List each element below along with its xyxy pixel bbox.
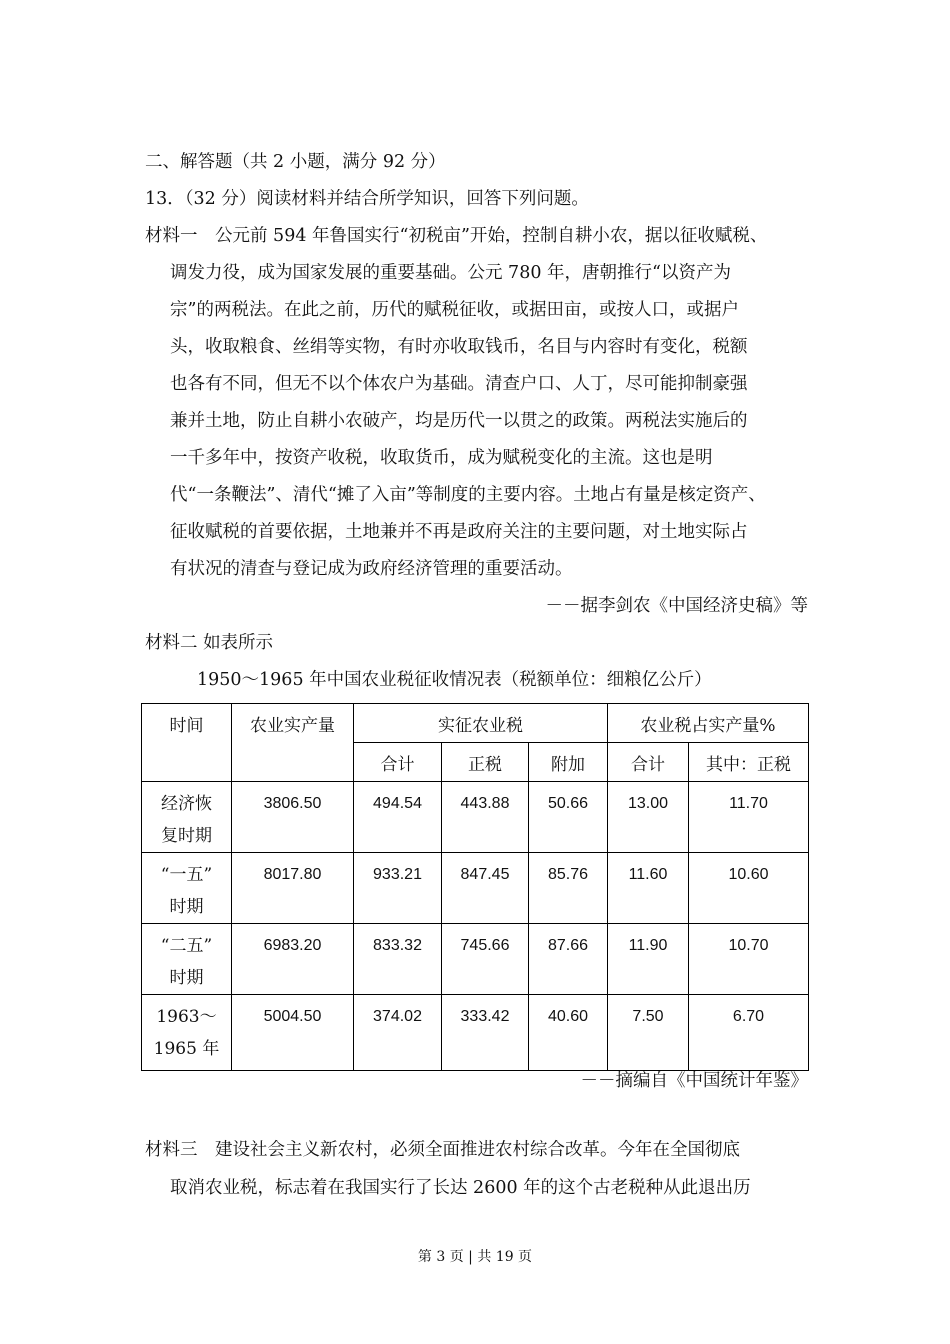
question-prompt: 13．（32 分）阅读材料并结合所学知识，回答下列问题。	[145, 189, 589, 209]
material1-source: －－据李剑农《中国经济史稿》等	[545, 596, 808, 616]
period-text: “二五”	[160, 936, 213, 956]
table-row	[142, 924, 809, 995]
material1-line: 调发力役，成为国家发展的重要基础。公元 780 年，唐朝推行“以资产为	[170, 263, 731, 283]
value-cell: 8017.80	[232, 853, 354, 924]
header-output: 农业实产量	[232, 704, 354, 782]
value-cell: 11.70	[689, 782, 809, 853]
header-extra: 附加	[529, 743, 608, 782]
period-cell	[142, 924, 232, 995]
value-cell: 745.66	[442, 924, 529, 995]
period-text: 1963～	[156, 1007, 217, 1027]
value-cell: 7.50	[608, 995, 689, 1071]
table-title: 1950～1965 年中国农业税征收情况表（税额单位：细粮亿公斤）	[197, 670, 712, 690]
material2-source: －－摘编自《中国统计年鉴》	[580, 1071, 808, 1091]
value-cell: 11.60	[608, 853, 689, 924]
value-cell: 333.42	[442, 995, 529, 1071]
material2-intro: 材料二 如表所示	[145, 633, 274, 653]
value-cell: 6983.20	[232, 924, 354, 995]
header-time: 时间	[142, 704, 232, 782]
value-cell: 5004.50	[232, 995, 354, 1071]
value-cell: 10.70	[689, 924, 809, 995]
value-cell: 13.00	[608, 782, 689, 853]
table-row	[142, 853, 809, 924]
material1-line: 一千多年中，按资产收税，收取货币，成为赋税变化的主流。这也是明	[170, 448, 713, 468]
material1-line: 征收赋税的首要依据，土地兼并不再是政府关注的主要问题，对土地实际占	[170, 522, 748, 542]
value-cell: 374.02	[354, 995, 442, 1071]
period-cell	[142, 853, 232, 924]
header-tax: 实征农业税	[354, 704, 608, 743]
header-main: 正税	[442, 743, 529, 782]
value-cell: 833.32	[354, 924, 442, 995]
value-cell: 85.76	[529, 853, 608, 924]
material1-line: 有状况的清查与登记成为政府经济管理的重要活动。	[170, 559, 573, 579]
material3-line: 材料三 建设社会主义新农村，必须全面推进农村综合改革。今年在全国彻底	[145, 1140, 740, 1160]
value-cell: 87.66	[529, 924, 608, 995]
material1-line: 宗”的两税法。在此之前，历代的赋税征收，或据田亩，或按人口，或据户	[170, 300, 739, 320]
value-cell: 6.70	[689, 995, 809, 1071]
value-cell: 11.90	[608, 924, 689, 995]
value-cell: 494.54	[354, 782, 442, 853]
value-cell: 10.60	[689, 853, 809, 924]
period-text: 1965 年	[153, 1039, 220, 1059]
value-cell: 847.45	[442, 853, 529, 924]
period-text: 时期	[169, 968, 204, 988]
period-text: 复时期	[161, 826, 212, 846]
material1-line: 代“一条鞭法”、清代“摊了入亩”等制度的主要内容。土地占有量是核定资产、	[170, 485, 766, 505]
value-cell: 50.66	[529, 782, 608, 853]
tax-table	[141, 703, 809, 1071]
period-cell	[142, 782, 232, 853]
period-text: “一五”	[160, 865, 213, 885]
period-cell	[142, 995, 232, 1071]
section-heading: 二、解答题（共 2 小题，满分 92 分）	[145, 152, 446, 172]
header-pct: 农业税占实产量%	[608, 704, 809, 743]
material1-line: 材料一 公元前 594 年鲁国实行“初税亩”开始，控制自耕小农，据以征收赋税、	[145, 226, 768, 246]
material3-line: 取消农业税，标志着在我国实行了长达 2600 年的这个古老税种从此退出历	[170, 1178, 751, 1198]
value-cell: 443.88	[442, 782, 529, 853]
page-footer: 第 3 页 | 共 19 页	[417, 1249, 533, 1265]
header-total: 合计	[354, 743, 442, 782]
header-pct-main: 其中：正税	[689, 743, 809, 782]
period-text: 时期	[169, 897, 204, 917]
header-pct-total: 合计	[608, 743, 689, 782]
value-cell: 40.60	[529, 995, 608, 1071]
table-row	[142, 995, 809, 1071]
period-text: 经济恢	[161, 794, 212, 814]
value-cell: 933.21	[354, 853, 442, 924]
material1-line: 也各有不同，但无不以个体农户为基础。清查户口、人丁，尽可能抑制豪强	[170, 374, 748, 394]
material1-line: 头，收取粮食、丝绢等实物，有时亦收取钱币，名目与内容时有变化，税额	[170, 337, 748, 357]
table-row	[142, 782, 809, 853]
material1-line: 兼并土地，防止自耕小农破产，均是历代一以贯之的政策。两税法实施后的	[170, 411, 748, 431]
value-cell: 3806.50	[232, 782, 354, 853]
